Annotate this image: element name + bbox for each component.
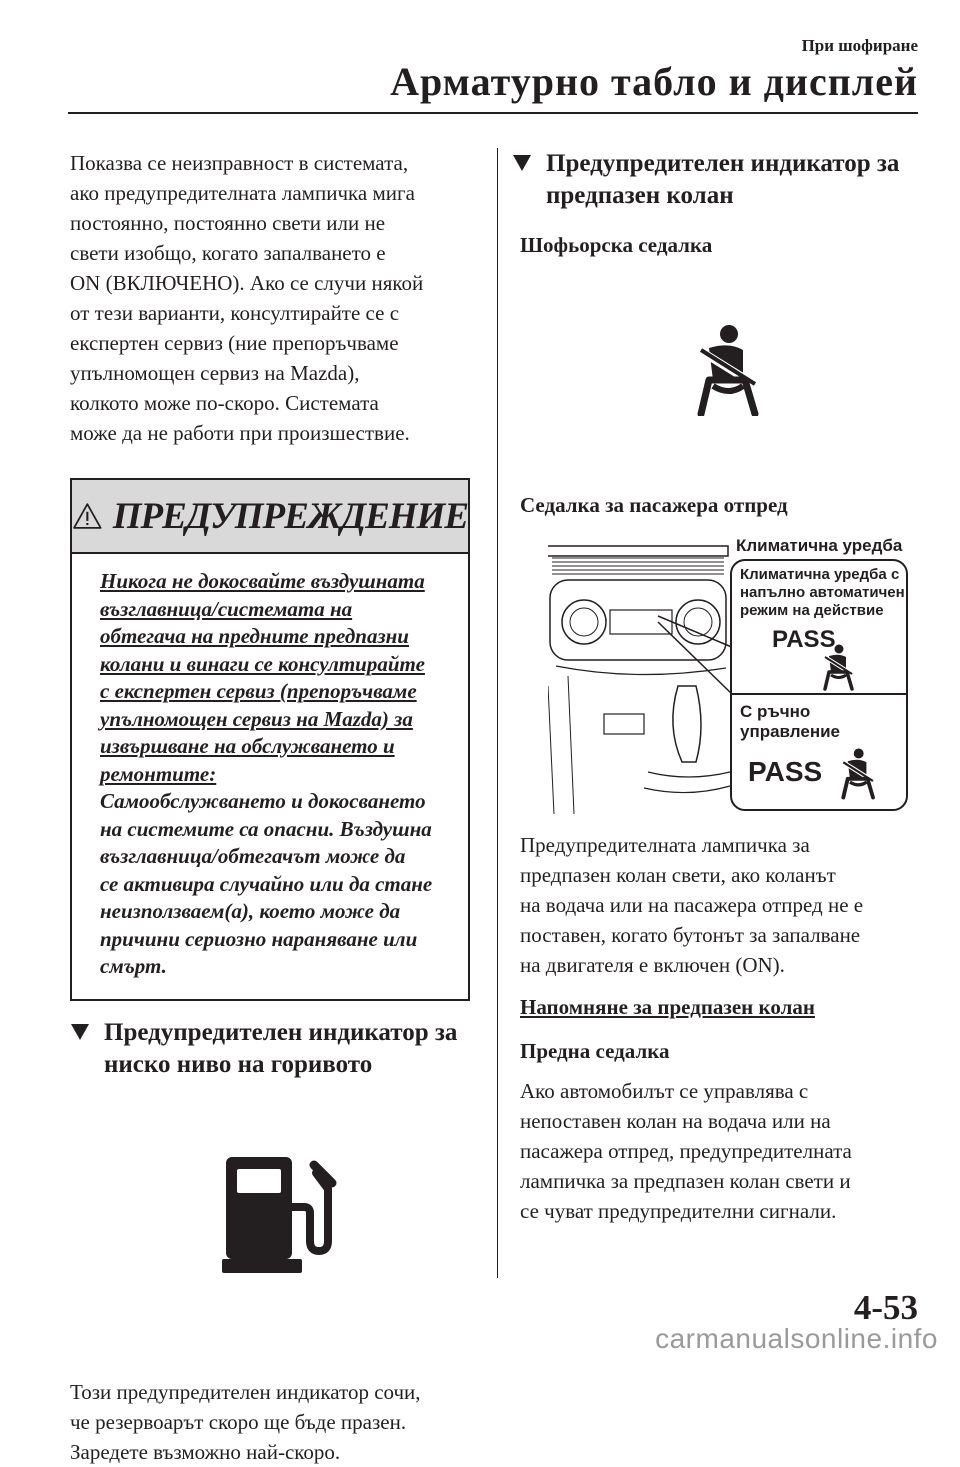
section-bullet-icon — [70, 1023, 94, 1041]
fuel-pump-icon — [222, 1155, 338, 1275]
text-line: че резервоарът скоро ще бъде празен. — [70, 1409, 407, 1434]
warning-line: неизползваем(а), което може да — [100, 899, 401, 923]
climate-label: Климатична уредба — [736, 536, 903, 555]
right-column — [520, 148, 920, 520]
text-line: упълномощен сервиз на Mazda), — [70, 361, 360, 385]
seatbelt-icon — [695, 324, 765, 416]
warning-line: Никога не докосвайте въздушната — [100, 569, 425, 593]
warning-header — [72, 480, 468, 554]
fuel-section-heading — [70, 1017, 470, 1081]
column-divider — [497, 148, 498, 1278]
text-line: ако предупредителната лампичка мига — [70, 181, 415, 205]
seatbelt-section-heading — [512, 148, 920, 212]
front-seat-heading: Предна седалка — [520, 1039, 670, 1063]
manual-label — [740, 702, 840, 742]
text-line: предпазен колан свети, ако коланът — [520, 863, 836, 887]
seatbelt-text-block — [520, 830, 920, 1226]
text-line: Показва се неизправност в системата, — [70, 151, 409, 175]
pass-indicator-auto: PASS — [772, 626, 836, 653]
seatbelt-paragraph — [520, 830, 920, 980]
heading-line: предпазен колан — [546, 182, 734, 209]
text-line: пасажера отпред, предупредителната — [520, 1139, 852, 1163]
watermark: carmanualsonline.info — [655, 1323, 938, 1354]
pass-indicator-manual: PASS — [748, 756, 823, 787]
warning-title: ПРЕДУПРЕЖДЕНИЕ — [112, 495, 468, 537]
driver-seat-label: Шофьорска седалка — [520, 233, 713, 257]
text-line: на водача или на пасажера отпред не е — [520, 893, 864, 917]
fuel-icon-area — [70, 1081, 470, 1381]
text-line: постоянно, постоянно свети или не — [70, 211, 386, 235]
section-label: При шофиране — [801, 36, 918, 55]
warning-box — [70, 478, 470, 1001]
text-line: Заредете възможно най-скоро. — [70, 1439, 341, 1464]
text-line: свети изобщо, когато запалването е — [70, 241, 386, 265]
warning-line: причини сериозно нараняване или — [100, 926, 418, 951]
fuel-paragraph — [70, 1377, 470, 1467]
warning-line: смърт. — [100, 954, 167, 978]
label-line: напълно автоматичен — [740, 584, 905, 601]
warning-line: колани и винаги се консултирайте — [100, 651, 425, 676]
text-line: Ако автомобилът се управлява с — [520, 1079, 809, 1103]
text-line: от тези варианти, консултирайте се с — [70, 301, 400, 325]
passenger-seat-label: Седалка за пасажера отпред — [520, 493, 788, 517]
page-number: 4-53 — [853, 1288, 918, 1327]
text-line: поставен, когато бутонът за запалване — [520, 923, 861, 947]
warning-line: възглавница/обтегачът може да — [100, 844, 406, 868]
left-column — [70, 148, 470, 1467]
text-line: непоставен колан на водача или на — [520, 1109, 831, 1133]
warning-body — [72, 554, 468, 999]
warning-line: обтегача на предните предпазни — [100, 624, 409, 648]
label-line: управление — [740, 722, 840, 741]
warning-line: извършване на обслужването и — [100, 734, 395, 758]
warning-line: упълномощен сервиз на Mazda) за — [100, 706, 413, 731]
warning-line: ремонтите: — [100, 761, 217, 786]
text-line: лампичка за предпазен колан свети и — [520, 1169, 851, 1193]
text-line: колкото може по-скоро. Системата — [70, 391, 379, 415]
climate-panel-illustration — [548, 536, 910, 814]
header-divider — [68, 112, 918, 114]
text-line: Този предупредителен индикатор сочи, — [70, 1379, 421, 1404]
warning-line: Самообслужването и докосването — [100, 789, 426, 813]
reminder-paragraph — [520, 1076, 920, 1226]
warning-line: се активира случайно или да стане — [100, 871, 433, 896]
warning-line: с експертен сервиз (препоръчваме — [100, 679, 417, 703]
warning-line: възглавница/системата на — [100, 596, 353, 621]
text-line: експертен сервиз (ние препоръчваме — [70, 331, 399, 355]
section-bullet-icon — [512, 154, 536, 172]
reminder-heading: Напомняне за предпазен колан — [520, 995, 815, 1019]
warning-line: на системите са опасни. Въздушна — [100, 816, 432, 841]
intro-paragraph — [70, 148, 470, 448]
auto-climate-label — [740, 566, 905, 620]
text-line: ON (ВКЛЮЧЕНО). Ако се случи някой — [70, 271, 424, 295]
heading-line: Предупредителен индикатор за — [546, 150, 900, 177]
text-line: може да не работи при произшествие. — [70, 421, 410, 445]
warning-triangle-icon — [72, 496, 103, 536]
heading-line: ниско ниво на горивото — [104, 1050, 373, 1078]
text-line: се чуват предупредителни сигнали. — [520, 1199, 837, 1223]
text-line: Предупредителната лампичка за — [520, 833, 810, 857]
heading-line: Предупредителен индикатор за — [104, 1018, 458, 1046]
label-line: режим на действие — [740, 602, 884, 619]
driver-seatbelt-icon-area — [520, 260, 920, 490]
label-line: С ръчно — [740, 702, 811, 721]
page-title: Арматурно табло и дисплей — [390, 59, 918, 104]
label-line: Климатична уредба с — [740, 566, 900, 583]
text-line: на двигателя е включен (ON). — [520, 953, 785, 977]
